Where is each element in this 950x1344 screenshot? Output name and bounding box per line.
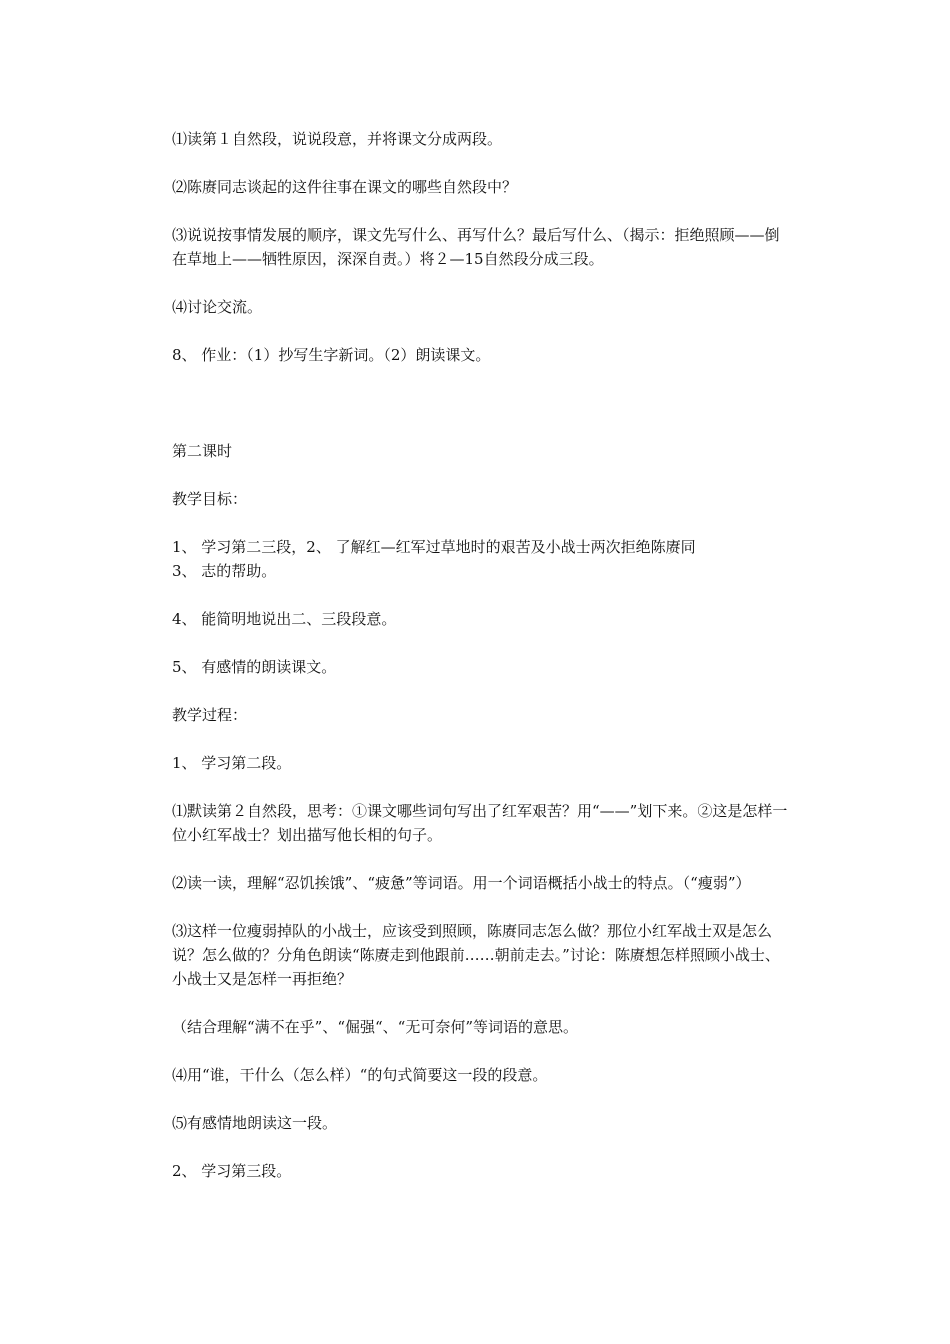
goal-item-3: 3、 志的帮助。 [172, 562, 277, 580]
paragraph-discussion: ⑷讨论交流。 [172, 298, 263, 316]
teaching-goals-heading: 教学目标： [172, 490, 248, 508]
goal-item-5: 5、 有感情的朗读课文。 [172, 658, 337, 676]
paragraph-homework: 8、 作业：（1）抄写生字新词。（2）朗读课文。 [172, 346, 491, 364]
paragraph-summary-pattern: ⑷用“谁，干什么（怎么样）“的句式简要这一段的段意。 [172, 1066, 548, 1084]
goal-item-4: 4、 能简明地说出二、三段段意。 [172, 610, 397, 628]
teaching-process-heading: 教学过程： [172, 706, 248, 724]
paragraph-silent-reading: ⑴默读第２自然段，思考：①课文哪些词句写出了红军艰苦？用“——”划下来。②这是怎样一位小红军战士？划出描写他长相的句子。 [172, 802, 788, 844]
process-step-1: 1、 学习第二段。 [172, 754, 292, 772]
paragraph-role-reading: ⑶这样一位瘦弱掉队的小战士，应该受到照顾，陈赓同志怎么做？那位小红军战士双是怎么说？怎么做的？分角色朗读“陈赓走到他跟前……朝前走去。”讨论：陈赓想怎样照顾小战士、小战士又是怎样一再拒绝？ [172, 922, 780, 988]
paragraph-emotional-reading: ⑸有感情地朗读这一段。 [172, 1114, 338, 1132]
paragraph-chen-geng-story: ⑵陈赓同志谈起的这件往事在课文的哪些自然段中？ [172, 178, 518, 196]
lesson-two-heading: 第二课时 [172, 442, 233, 460]
paragraph-word-meanings: （结合理解“满不在乎”、“倔强“、“无可奈何”等词语的意思。 [172, 1018, 579, 1036]
goal-item-1: 1、 学习第二三段，2、 了解红—红军过草地时的艰苦及小战士两次拒绝陈赓同 [172, 538, 696, 556]
paragraph-word-understanding: ⑵读一读，理解“忍饥挨饿”、“疲惫”等词语。用一个词语概括小战士的特点。（“瘦弱”） [172, 874, 751, 892]
document-body [172, 127, 792, 1183]
paragraph-read-first-section: ⑴读第１自然段，说说段意，并将课文分成两段。 [172, 130, 503, 148]
paragraph-event-order: ⑶说说按事情发展的顺序，课文先写什么、再写什么？最后写什么、（揭示：拒绝照顾——倒在草地上——牺牲原因，深深自责。）将２—15自然段分成三段。 [172, 226, 780, 268]
process-step-2: 2、 学习第三段。 [172, 1162, 292, 1180]
